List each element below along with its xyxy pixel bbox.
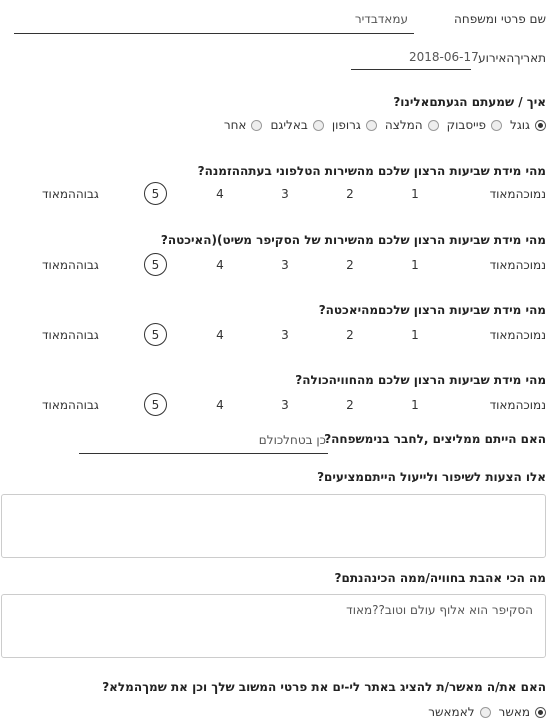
option-groupon[interactable]: גרופון	[332, 118, 377, 132]
suggestions-question: אלו הצעות לשיפור ולייעול הייתםמציעים?	[317, 470, 546, 484]
how-heard-options	[216, 118, 546, 132]
loved-value: הסקיפר הוא אלוף עולם וטוב??מאוד	[346, 603, 533, 617]
scale-high-label: גבוההמאוד	[42, 398, 99, 412]
scale-option-3[interactable]: 3	[281, 258, 289, 272]
scale-low-label: נמוכהמאוד	[489, 187, 546, 201]
name-label: שם פרטי ומשפחה	[454, 12, 546, 26]
rating-question-phone: מהי מידת שביעות הרצון שלכם מהשירות הטלפוני בעתההזמנה?	[197, 164, 546, 178]
rating-question-skipper: מהי מידת שביעות הרצון שלכם מהשירות של הסקיפר משיט)(האיכטה?	[160, 233, 546, 247]
scale-option-5-selected[interactable]: 5	[144, 393, 167, 416]
consent-question: האם את/ה מאשר/ת להציג באתר לי-ים את פרטי המשוב שלך וכן את שמךהמלא?	[102, 680, 546, 694]
scale-option-1[interactable]: 1	[411, 328, 419, 342]
how-heard-question: איך / שמעתם הגעתםאלינו?	[393, 95, 546, 109]
scale-low-label: נמוכהמאוד	[489, 398, 546, 412]
radio-approve[interactable]	[535, 707, 546, 718]
option-recommendation[interactable]: המלצה	[385, 118, 439, 132]
scale-option-4[interactable]: 4	[216, 398, 224, 412]
event-date-field[interactable]	[351, 46, 479, 70]
scale-high-label: גבוההמאוד	[42, 187, 99, 201]
scale-high-label: גבוההמאוד	[42, 328, 99, 342]
rating-question-experience: מהי מידת שביעות הרצון שלכם מהחוויהכולה?	[295, 373, 546, 387]
scale-option-1[interactable]: 1	[411, 258, 419, 272]
radio-other[interactable]	[251, 120, 262, 131]
suggestions-textarea[interactable]	[1, 494, 546, 558]
option-not-approve[interactable]: לאמאשר	[428, 705, 490, 719]
event-date-value: 2018-06-17	[409, 50, 479, 64]
name-field[interactable]	[14, 8, 414, 34]
option-google[interactable]: גוגל	[510, 118, 546, 132]
rating-question-yacht: מהי מידת שביעות הרצון שלכםמהיאכטה?	[318, 303, 546, 317]
loved-question: מה הכי אהבת בחוויה/ממה הכינהנתם?	[334, 571, 546, 585]
recommend-field[interactable]	[79, 428, 328, 454]
scale-option-2[interactable]: 2	[346, 187, 354, 201]
scale-option-1[interactable]: 1	[411, 187, 419, 201]
scale-low-label: נמוכהמאוד	[489, 328, 546, 342]
scale-option-5-selected[interactable]: 5	[144, 253, 167, 276]
radio-baligam[interactable]	[313, 120, 324, 131]
scale-low-label: נמוכהמאוד	[489, 258, 546, 272]
name-value: עמאדבדיר	[354, 12, 408, 26]
option-facebook[interactable]: פייסבוק	[447, 118, 502, 132]
scale-option-4[interactable]: 4	[216, 187, 224, 201]
scale-option-1[interactable]: 1	[411, 398, 419, 412]
radio-groupon[interactable]	[366, 120, 377, 131]
scale-option-5-selected[interactable]: 5	[144, 182, 167, 205]
radio-google[interactable]	[535, 120, 546, 131]
option-approve[interactable]: מאשר	[499, 705, 546, 719]
scale-option-4[interactable]: 4	[216, 258, 224, 272]
loved-textarea[interactable]	[1, 594, 546, 658]
option-baligam[interactable]: באליגם	[270, 118, 323, 132]
scale-option-2[interactable]: 2	[346, 328, 354, 342]
radio-facebook[interactable]	[491, 120, 502, 131]
scale-option-5-selected[interactable]: 5	[144, 323, 167, 346]
scale-option-3[interactable]: 3	[281, 398, 289, 412]
recommend-question: האם הייתם ממליצים ,לחבר בנימשפחה?	[324, 432, 546, 446]
scale-option-3[interactable]: 3	[281, 187, 289, 201]
radio-recommendation[interactable]	[428, 120, 439, 131]
scale-option-4[interactable]: 4	[216, 328, 224, 342]
scale-option-2[interactable]: 2	[346, 258, 354, 272]
recommend-value: כן בטחלכולם	[258, 433, 326, 447]
option-other[interactable]: אחר	[224, 118, 263, 132]
event-date-label: תאריךהאירוע	[478, 51, 546, 65]
radio-not-approve[interactable]	[480, 707, 491, 718]
consent-options	[420, 705, 546, 719]
scale-option-3[interactable]: 3	[281, 328, 289, 342]
scale-high-label: גבוההמאוד	[42, 258, 99, 272]
scale-option-2[interactable]: 2	[346, 398, 354, 412]
